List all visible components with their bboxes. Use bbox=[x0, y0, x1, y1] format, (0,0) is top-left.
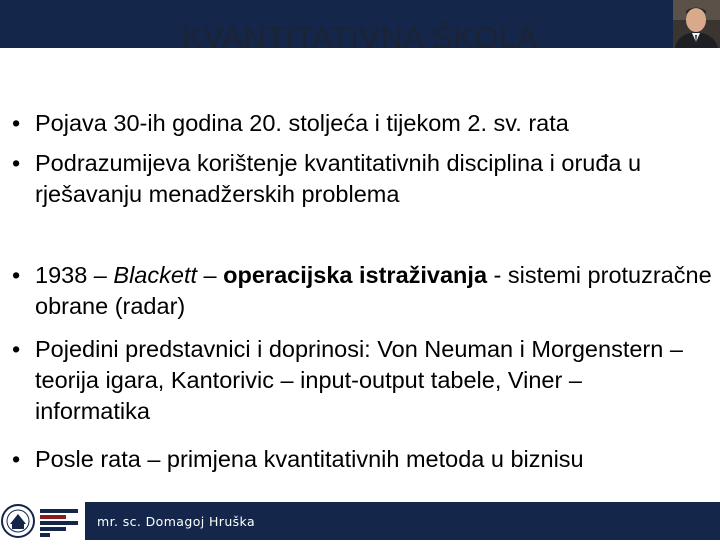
title-clip bbox=[0, 0, 720, 48]
footer-author: mr. sc. Domagoj Hruška bbox=[97, 514, 256, 529]
bullet-text: Podrazumijeva korištenje kvantitativnih disciplina i oruđa u rješavanju menadžerskih problema bbox=[35, 150, 642, 207]
bullet-text: Pojava 30-ih godina 20. stoljeća i tijekom 2. sv. rata bbox=[35, 110, 569, 136]
bullet-text-italic: Blackett bbox=[113, 262, 197, 288]
bullet-glyph: • bbox=[12, 150, 21, 176]
bullet-text-suffix: - sistemi protuzračne obrane (radar) bbox=[35, 262, 712, 319]
bullet-text: Pojedini predstavnici i doprinosi: Von Neuman i Morgenstern – teorija igara, Kantorivic – input-output tabele, Viner – informatika bbox=[35, 336, 683, 424]
bullet-glyph: • bbox=[12, 336, 21, 362]
university-seal-icon bbox=[0, 502, 85, 540]
footer-logos bbox=[0, 502, 85, 540]
bullet-text bbox=[35, 260, 715, 322]
bullet-text: Posle rata – primjena kvantitativnih metoda u biznisu bbox=[35, 446, 584, 472]
bullet-glyph: • bbox=[12, 262, 21, 288]
bullet-text-prefix: 1938 – bbox=[35, 262, 114, 288]
bullet-glyph: • bbox=[12, 110, 21, 136]
presenter-portrait-icon bbox=[673, 0, 720, 48]
presenter-photo bbox=[673, 0, 720, 48]
bullet-text-mid: – bbox=[197, 262, 224, 288]
bullet-glyph: • bbox=[12, 446, 21, 472]
slide-title: KVANTITATIVNA ŠKOLA bbox=[182, 20, 538, 48]
bullet-text-bold: operacijska istraživanja bbox=[223, 262, 488, 288]
